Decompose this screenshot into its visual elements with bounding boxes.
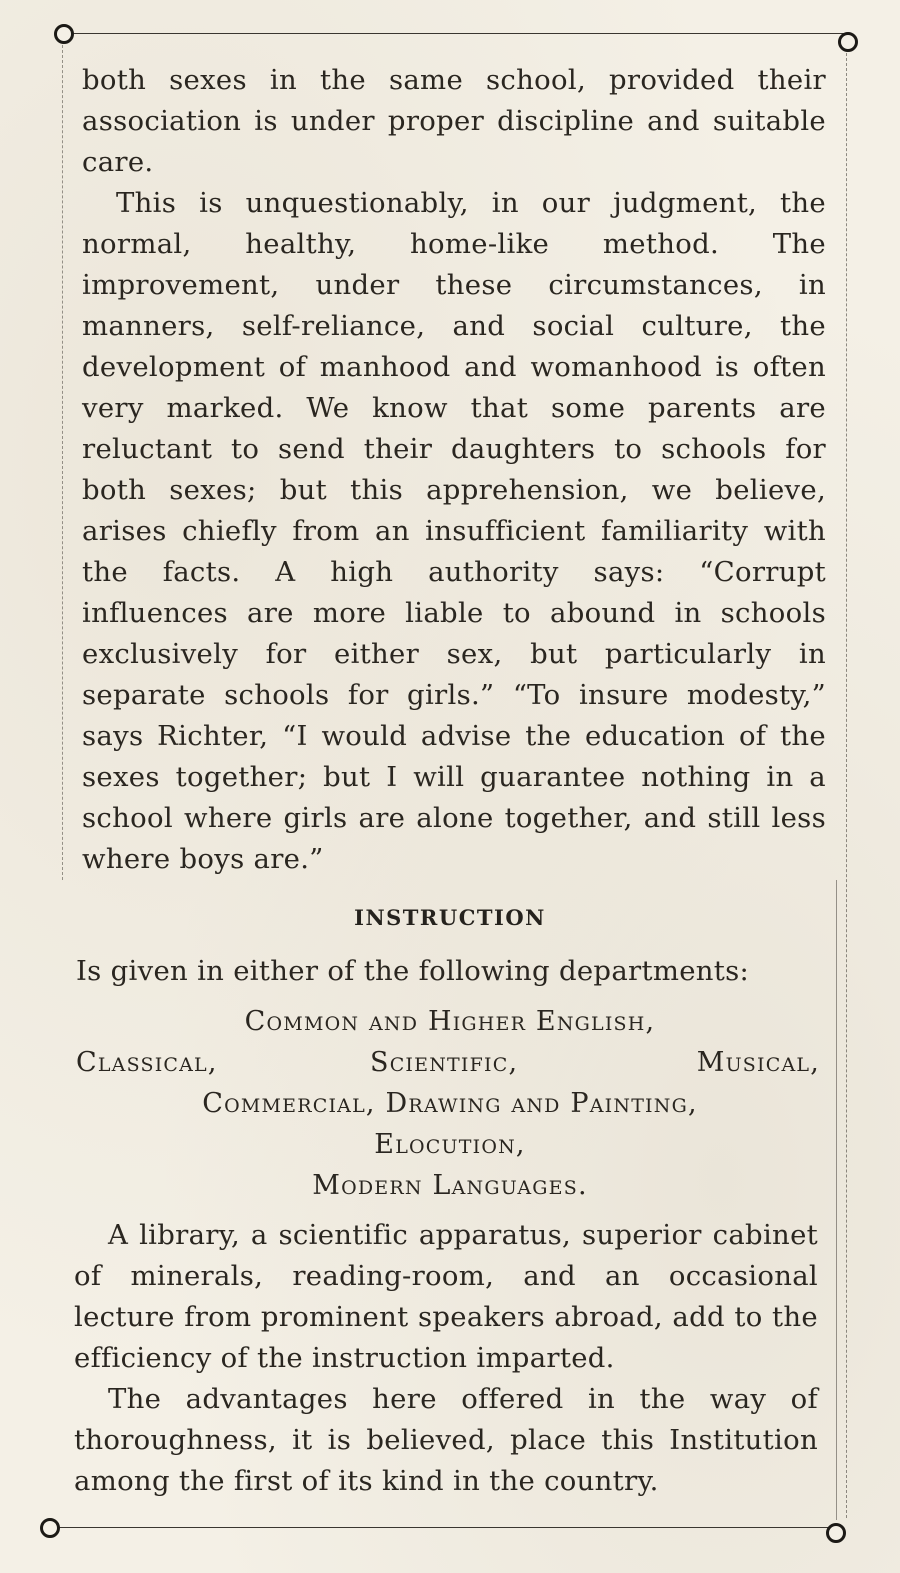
department-scientific: Scientific,	[370, 1047, 519, 1078]
paragraph-method: This is unquestionably, in our judgment, the normal, healthy, home-like method. The improvement, under these circumstances, in manners, self-reliance, and social culture, the development of manhood and womanhood is often very marked. We know that some parents are reluctant to send their daughters to schools for both sexes; but this apprehension, we believe, arises chiefly from an insufficient familiarity with the facts. A high authority says: “Corrupt influences are more liable to abound in schools exclusively for either sex, but particularly in separate schools for girls.” “To insure modesty,” says Richter, “I would advise the education of the sexes together; but I will guarantee nothing in a school where girls are alone together, and still less where boys are.”	[82, 187, 826, 875]
department-english: Common and Higher English,	[244, 1006, 656, 1037]
body-text-bottom	[74, 1215, 818, 1502]
department-musical: Musical,	[696, 1047, 820, 1078]
body-text-top	[82, 60, 826, 880]
right-border-line	[846, 48, 847, 1518]
section-heading: INSTRUCTION	[354, 905, 546, 930]
left-border-line	[62, 40, 63, 880]
department-modern-languages: Modern Languages.	[312, 1170, 588, 1201]
paragraph-advantages: The advantages here offered in the way of thoroughness, it is believed, place this Institution among the first of its kind in the country.	[74, 1383, 818, 1497]
departments-intro: Is given in either of the following departments:	[76, 955, 750, 987]
corner-ring-bottom-right	[826, 1523, 846, 1543]
top-border-rule	[64, 33, 844, 34]
department-classical: Classical,	[76, 1047, 218, 1078]
corner-ring-top-left	[54, 24, 74, 44]
department-commercial-drawing: Commercial, Drawing and Painting,	[202, 1088, 698, 1119]
department-elocution: Elocution,	[374, 1129, 526, 1160]
corner-ring-bottom-left	[40, 1518, 60, 1538]
paragraph-library: A library, a scientific apparatus, superior cabinet of minerals, reading-room, and an occasional lecture from prominent speakers abroad, add to the efficiency of the instruction imparted.	[74, 1219, 818, 1374]
bottom-border-rule	[56, 1527, 832, 1528]
paragraph-continued: both sexes in the same school, provided their association is under proper discipline and suitable care.	[82, 64, 826, 178]
corner-ring-top-right	[838, 32, 858, 52]
